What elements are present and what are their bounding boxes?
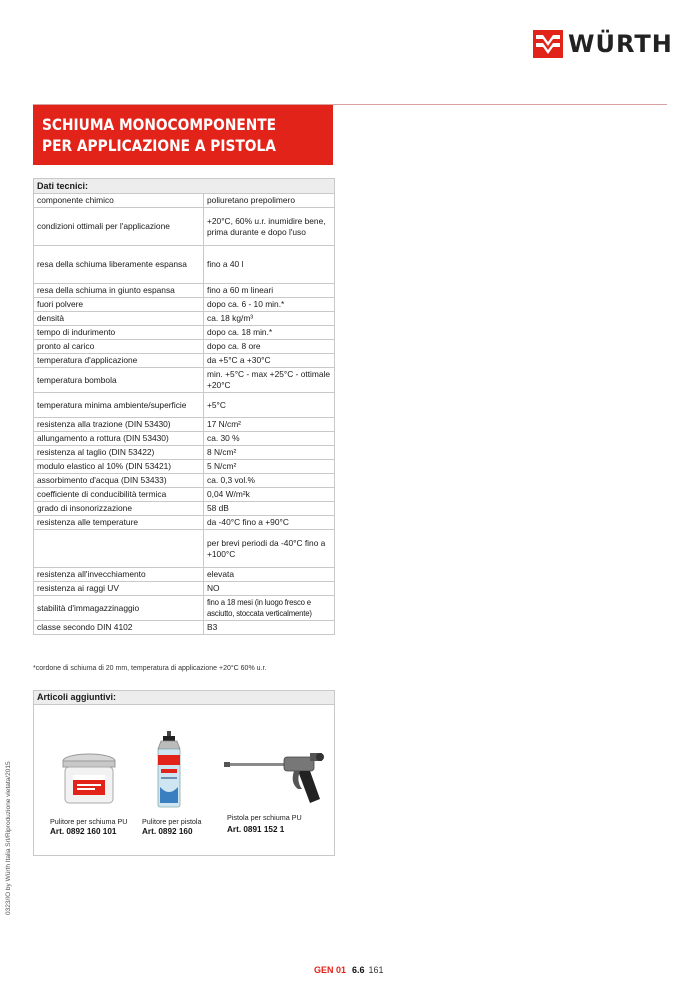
footnote: *cordone di schiuma di 20 mm, temperatura di applicazione +20°C 60% u.r. xyxy=(33,665,267,672)
row-label xyxy=(34,530,204,568)
article-number: Art. 0891 152 1 xyxy=(227,825,285,834)
table-row xyxy=(34,488,335,502)
table-row xyxy=(34,502,335,516)
chapter-number: 6.6 xyxy=(352,965,365,975)
jar-icon xyxy=(59,749,119,814)
row-value: ca. 0,3 vol.% xyxy=(204,474,335,488)
row-value: poliuretano prepolimero xyxy=(204,194,335,208)
row-value: dopo ca. 8 ore xyxy=(204,340,335,354)
foam-gun-icon xyxy=(224,749,334,814)
table-row xyxy=(34,446,335,460)
row-value: NO xyxy=(204,582,335,596)
row-value: min. +5°C - max +25°C - ottimale +20°C xyxy=(204,368,335,393)
tech-data-table xyxy=(33,178,335,635)
row-value: 58 dB xyxy=(204,502,335,516)
row-label: fuori polvere xyxy=(34,298,204,312)
row-label: stabilità d'immagazzinaggio xyxy=(34,596,204,621)
row-value: ca. 18 kg/m³ xyxy=(204,312,335,326)
table-row xyxy=(34,516,335,530)
table-row xyxy=(34,354,335,368)
additional-articles-box xyxy=(33,690,335,856)
articles-header: Articoli aggiuntivi: xyxy=(34,691,334,705)
row-label: temperatura minima ambiente/superficie xyxy=(34,393,204,418)
section-code: GEN 01 xyxy=(314,965,347,975)
article-number: Art. 0892 160 101 xyxy=(50,827,117,836)
table-row xyxy=(34,340,335,354)
table-row xyxy=(34,460,335,474)
article-name: Pulitore per pistola xyxy=(142,817,202,826)
row-label: coefficiente di conducibilità termica xyxy=(34,488,204,502)
row-value: B3 xyxy=(204,621,335,635)
row-value: 17 N/cm² xyxy=(204,418,335,432)
wurth-emblem-icon xyxy=(533,30,563,58)
table-row xyxy=(34,368,335,393)
table-row xyxy=(34,582,335,596)
row-label: temperatura bombola xyxy=(34,368,204,393)
table-row xyxy=(34,596,335,621)
row-value: fino a 60 m lineari xyxy=(204,284,335,298)
row-label: classe secondo DIN 4102 xyxy=(34,621,204,635)
page-number: 161 xyxy=(368,965,384,975)
row-label: densità xyxy=(34,312,204,326)
row-value: ca. 30 % xyxy=(204,432,335,446)
table-row xyxy=(34,194,335,208)
table-row xyxy=(34,246,335,284)
row-value: fino a 18 mesi (in luogo fresco e asciutto, stoccata verticalmente) xyxy=(204,596,335,621)
row-label: pronto al carico xyxy=(34,340,204,354)
row-label: assorbimento d'acqua (DIN 53433) xyxy=(34,474,204,488)
spray-can-icon xyxy=(154,731,184,816)
article-name: Pulitore per schiuma PU xyxy=(50,817,128,826)
row-value: dopo ca. 6 - 10 min.* xyxy=(204,298,335,312)
row-label: resa della schiuma liberamente espansa xyxy=(34,246,204,284)
row-value: 8 N/cm² xyxy=(204,446,335,460)
tech-table-header: Dati tecnici: xyxy=(34,179,335,194)
article-name: Pistola per schiuma PU xyxy=(227,813,302,822)
row-label: grado di insonorizzazione xyxy=(34,502,204,516)
row-label: resistenza ai raggi UV xyxy=(34,582,204,596)
table-row xyxy=(34,418,335,432)
row-value: 5 N/cm² xyxy=(204,460,335,474)
row-value: 0,04 W/m²k xyxy=(204,488,335,502)
row-label: tempo di indurimento xyxy=(34,326,204,340)
row-label: resa della schiuma in giunto espansa xyxy=(34,284,204,298)
row-label: resistenza alla trazione (DIN 53430) xyxy=(34,418,204,432)
page-footer xyxy=(314,965,384,975)
row-value: da +5°C a +30°C xyxy=(204,354,335,368)
row-label: allungamento a rottura (DIN 53430) xyxy=(34,432,204,446)
page-title xyxy=(33,105,333,165)
wurth-logo xyxy=(533,30,673,58)
brand-name: WÜRTH xyxy=(568,30,673,58)
row-value: per brevi periodi da -40°C fino a +100°C xyxy=(204,530,335,568)
row-value: fino a 40 l xyxy=(204,246,335,284)
row-label: componente chimico xyxy=(34,194,204,208)
article-number: Art. 0892 160 xyxy=(142,827,193,836)
table-row xyxy=(34,298,335,312)
title-line-2: PER APPLICAZIONE A PISTOLA xyxy=(42,136,276,155)
row-value: dopo ca. 18 min.* xyxy=(204,326,335,340)
table-row xyxy=(34,621,335,635)
row-value: elevata xyxy=(204,568,335,582)
row-value: +20°C, 60% u.r. inumidire bene, prima durante e dopo l'uso xyxy=(204,208,335,246)
row-label: resistenza all'invecchiamento xyxy=(34,568,204,582)
row-label: modulo elastico al 10% (DIN 53421) xyxy=(34,460,204,474)
row-label: condizioni ottimali per l'applicazione xyxy=(34,208,204,246)
table-row xyxy=(34,393,335,418)
table-row xyxy=(34,284,335,298)
title-line-1: SCHIUMA MONOCOMPONENTE xyxy=(42,115,277,134)
table-row xyxy=(34,312,335,326)
row-value: +5°C xyxy=(204,393,335,418)
table-row xyxy=(34,432,335,446)
row-label: resistenza alle temperature xyxy=(34,516,204,530)
copyright-side-note: 0323/IO by Würth Italia Srl/Riproduzione vietata/2015 xyxy=(5,761,12,915)
table-row xyxy=(34,326,335,340)
table-row xyxy=(34,568,335,582)
table-row xyxy=(34,208,335,246)
table-row xyxy=(34,474,335,488)
row-label: resistenza al taglio (DIN 53422) xyxy=(34,446,204,460)
row-value: da -40°C fino a +90°C xyxy=(204,516,335,530)
row-label: temperatura d'applicazione xyxy=(34,354,204,368)
table-row xyxy=(34,530,335,568)
